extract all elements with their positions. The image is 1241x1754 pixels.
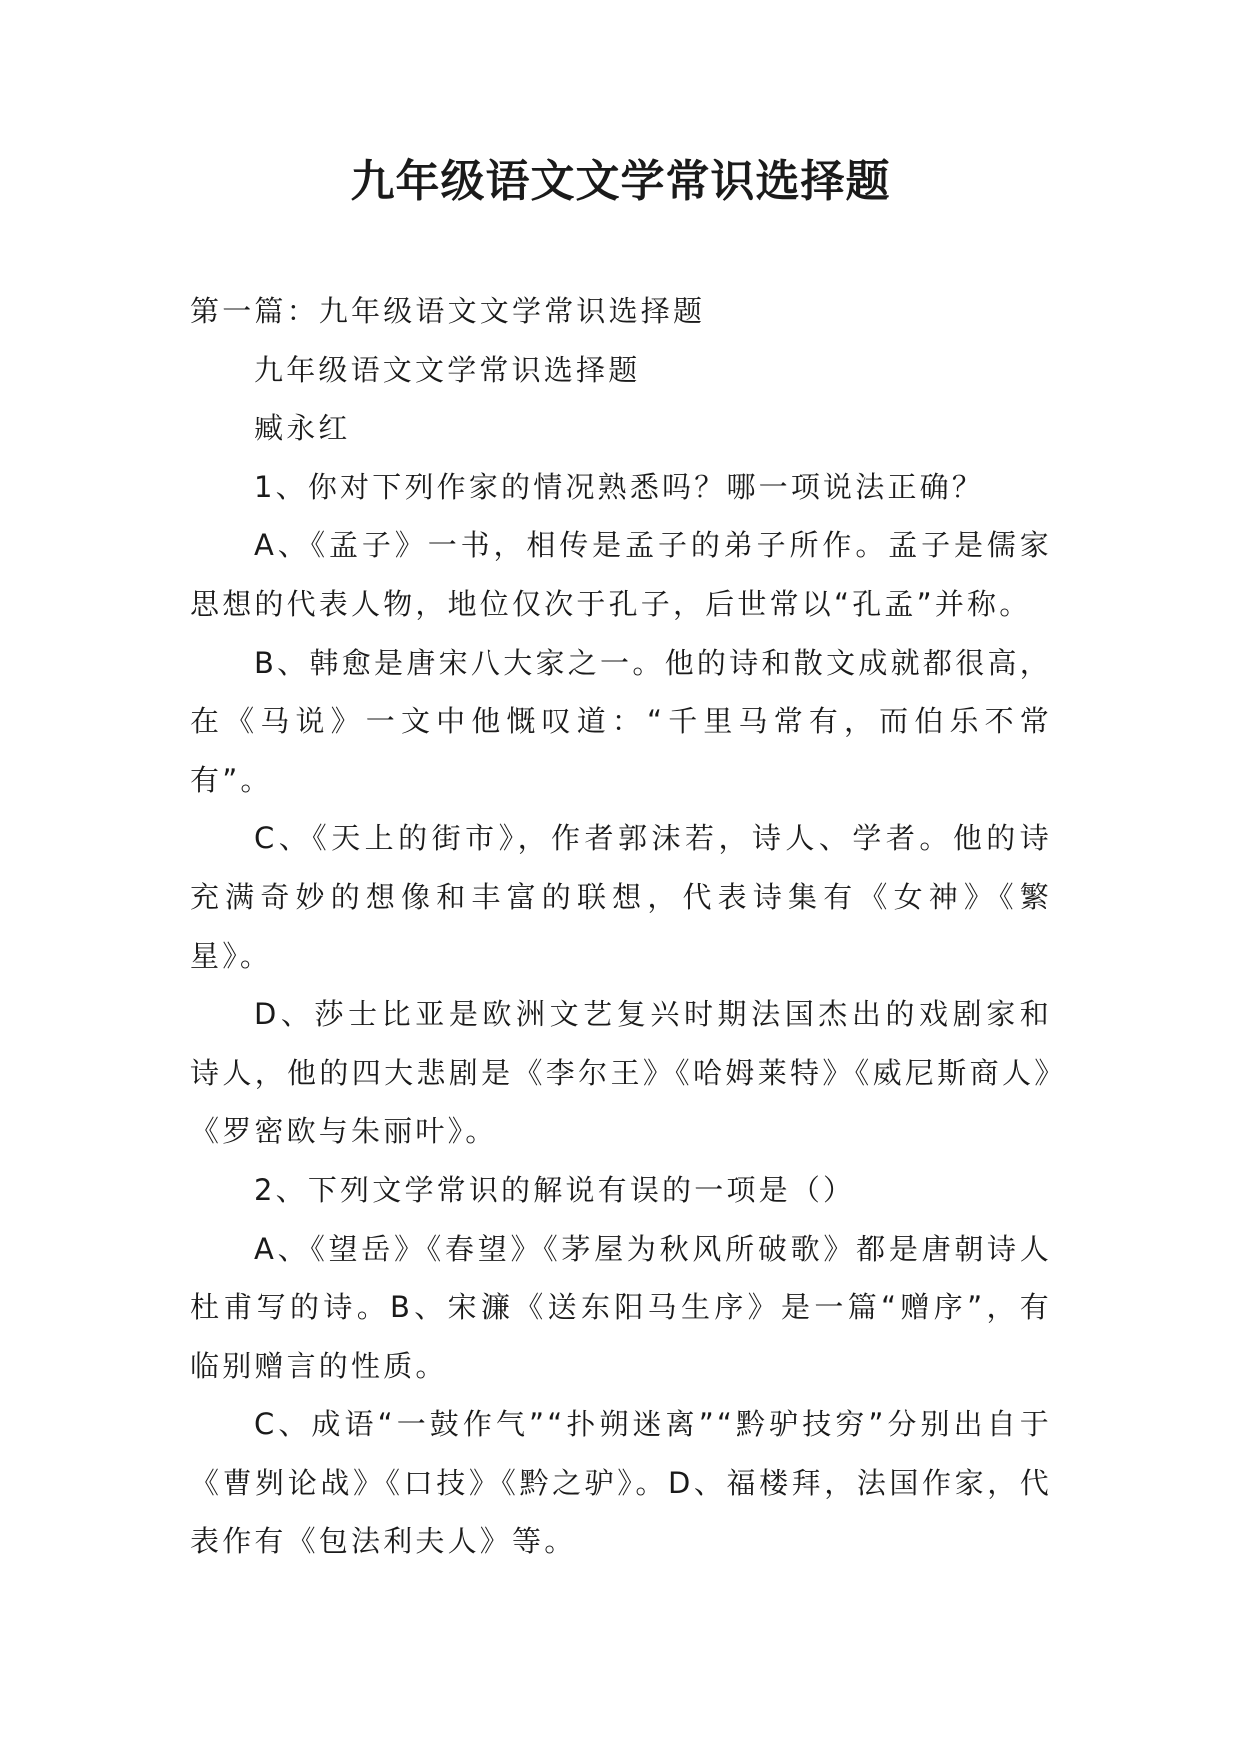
section-heading: 第一篇：九年级语文文学常识选择题 xyxy=(190,294,706,328)
author-name: 臧永红 xyxy=(254,411,351,446)
document-body xyxy=(190,282,1052,1571)
question-1: 1、你对下列作家的情况熟悉吗？哪一项说法正确？ xyxy=(254,469,985,504)
question-1-option-c: C、《天上的街市》，作者郭沫若，诗人、学者。他的诗充满奇妙的想像和丰富的联想，代表诗集有《女神》《繁星》。 xyxy=(190,821,1052,973)
question-1-option-b: B、韩愈是唐宋八大家之一。他的诗和散文成就都很高，在《马说》一文中他慨叹道：“千里马常有，而伯乐不常有”。 xyxy=(190,645,1052,797)
question-2: 2、下列文学常识的解说有误的一项是（） xyxy=(254,1172,856,1207)
question-2-options-c-d: C、成语“一鼓作气”“扑朔迷离”“黔驴技穷”分别出自于《曹刿论战》《口技》《黔之驴》。D、福楼拜，法国作家，代表作有《包法利夫人》等。 xyxy=(190,1407,1052,1559)
question-1-option-d: D、莎士比亚是欧洲文艺复兴时期法国杰出的戏剧家和诗人，他的四大悲剧是《李尔王》《哈姆莱特》《威尼斯商人》《罗密欧与朱丽叶》。 xyxy=(190,997,1052,1149)
question-2-options-a-b: A、《望岳》《春望》《茅屋为秋风所破歌》都是唐朝诗人杜甫写的诗。B、宋濂《送东阳马生序》是一篇“赠序”，有临别赠言的性质。 xyxy=(190,1231,1052,1383)
sub-title: 九年级语文文学常识选择题 xyxy=(254,352,641,387)
document-title: 九年级语文文学常识选择题 xyxy=(350,156,891,207)
question-1-option-a: A、《孟子》一书，相传是孟子的弟子所作。孟子是儒家思想的代表人物，地位仅次于孔子，后世常以“孔孟”并称。 xyxy=(190,528,1052,621)
